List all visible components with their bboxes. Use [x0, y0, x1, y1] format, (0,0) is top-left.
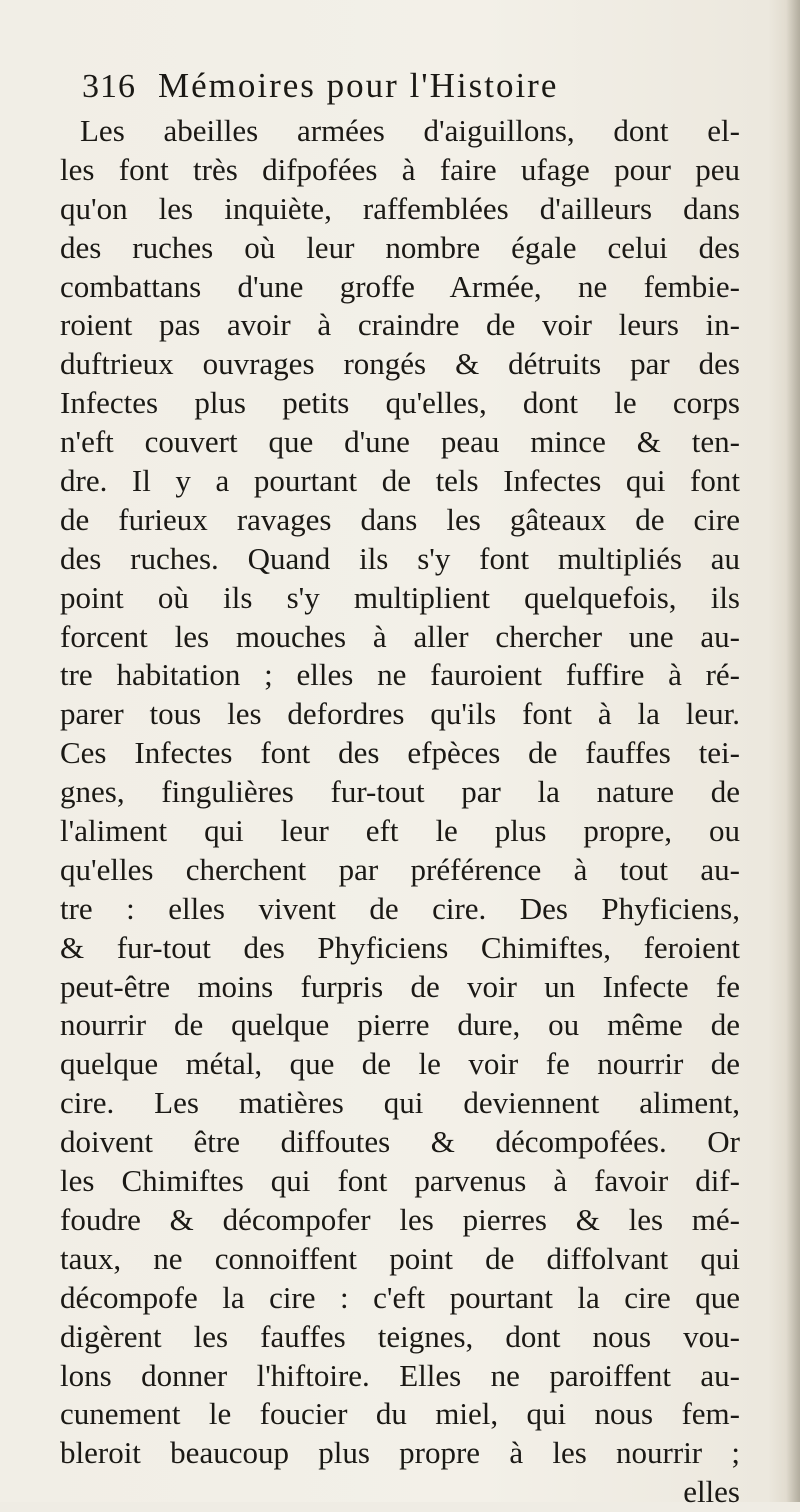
- running-header: [82, 66, 742, 110]
- text-line: cunement le foucier du miel, qui nous fem-: [60, 1396, 740, 1432]
- text-line: lons donner l'hiftoire. Elles ne paroiffent au-: [60, 1357, 740, 1393]
- text-line: forcent les mouches à aller chercher une au-: [60, 618, 740, 654]
- text-line: quelque métal, que de le voir fe nourrir de: [60, 1046, 740, 1082]
- text-line: des ruches. Quand ils s'y font multipliés au: [60, 540, 740, 576]
- text-line: doivent être diffoutes & décompofées. Or: [60, 1124, 740, 1160]
- text-line: point où ils s'y multiplient quelquefois, ils: [60, 579, 740, 615]
- text-line: foudre & décompofer les pierres & les mé-: [60, 1201, 740, 1237]
- text-line: peut-être moins furpris de voir un Infecte fe: [60, 968, 740, 1004]
- text-line: nourrir de quelque pierre dure, ou même de: [60, 1007, 740, 1043]
- text-line: & fur-tout des Phyficiens Chimiftes, feroient: [60, 929, 740, 965]
- text-line: Infectes plus petits qu'elles, dont le corps: [60, 385, 740, 421]
- text-line: taux, ne connoiffent point de diffolvant qui: [60, 1240, 740, 1276]
- text-line: duftrieux ouvrages rongés & détruits par des: [60, 346, 740, 382]
- text-line: n'eft couvert que d'une peau mince & ten-: [60, 424, 740, 460]
- text-line: qu'on les inquiète, raffemblées d'ailleurs dans: [60, 190, 740, 226]
- catchword: elles: [683, 1474, 740, 1510]
- text-line: cire. Les matières qui deviennent aliment,: [60, 1085, 740, 1121]
- text-line: décompofe la cire : c'eft pourtant la cire que: [60, 1279, 740, 1315]
- text-line: combattans d'une groffe Armée, ne fembie-: [60, 268, 740, 304]
- text-line: des ruches où leur nombre égale celui des: [60, 229, 740, 265]
- text-line: les font très difpofées à faire ufage pour peu: [60, 151, 740, 187]
- body-text: [60, 112, 740, 1512]
- text-line: gnes, fingulières fur-tout par la nature de: [60, 774, 740, 810]
- text-line: tre habitation ; elles ne fauroient fuffire à ré-: [60, 657, 740, 693]
- page-edge-shadow: [786, 0, 800, 1502]
- text-line: roient pas avoir à craindre de voir leurs in-: [60, 307, 740, 343]
- text-line: parer tous les defordres qu'ils font à la leur.: [60, 696, 740, 732]
- text-line: dre. Il y a pourtant de tels Infectes qui font: [60, 463, 740, 499]
- text-line: Ces Infectes font des efpèces de fauffes tei-: [60, 735, 740, 771]
- text-line: les Chimiftes qui font parvenus à favoir dif-: [60, 1163, 740, 1199]
- text-line: qu'elles cherchent par préférence à tout au-: [60, 851, 740, 887]
- running-title: Mémoires pour l'Histoire: [158, 66, 559, 105]
- text-line: l'aliment qui leur eft le plus propre, ou: [60, 813, 740, 849]
- text-line: tre : elles vivent de cire. Des Phyficiens,: [60, 890, 740, 926]
- text-line: bleroit beaucoup plus propre à les nourrir ;: [60, 1435, 740, 1471]
- text-line: Les abeilles armées d'aiguillons, dont el-: [80, 113, 740, 148]
- text-line: digèrent les fauffes teignes, dont nous vou-: [60, 1318, 740, 1354]
- text-line: de furieux ravages dans les gâteaux de cire: [60, 501, 740, 537]
- page-number: 316: [82, 68, 136, 105]
